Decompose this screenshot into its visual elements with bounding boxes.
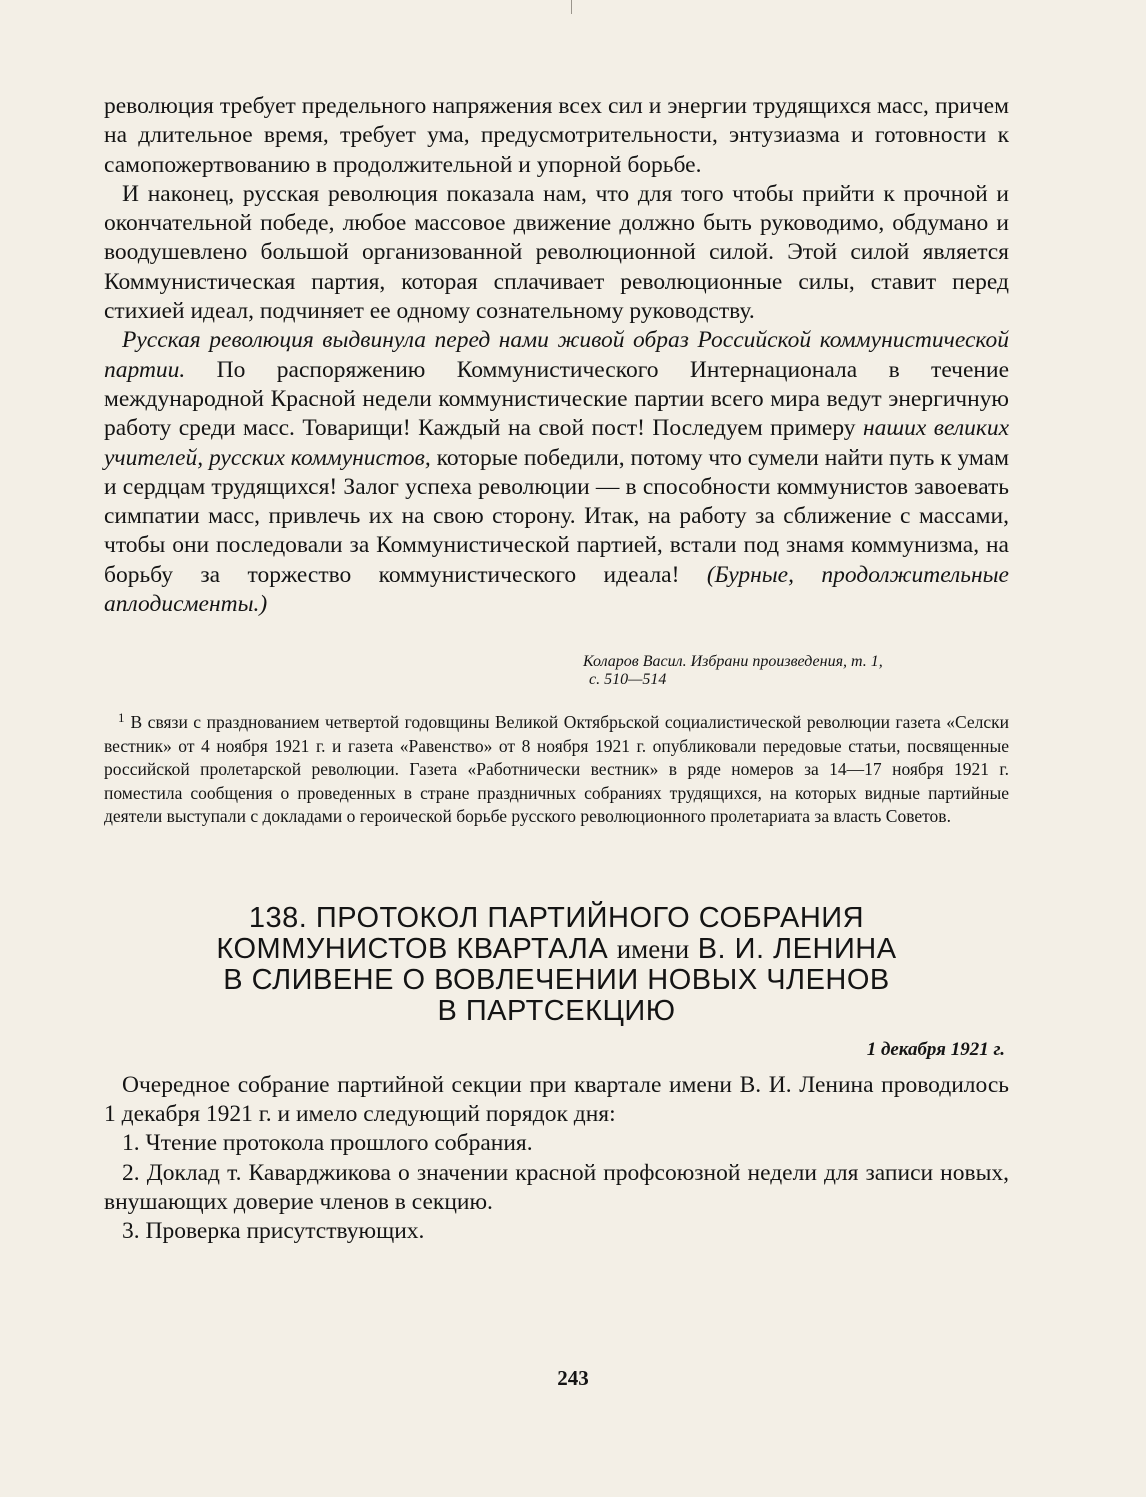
- heading-line-1: 138. ПРОТОКОЛ ПАРТИЙНОГО СОБРАНИЯ: [248, 901, 865, 934]
- heading-line-3: В СЛИВЕНЕ О ВОВЛЕЧЕНИИ НОВЫХ ЧЛЕНОВ: [223, 963, 890, 996]
- footnote-mark: 1: [118, 709, 125, 725]
- footnote: [104, 711, 1009, 829]
- agenda-item-3: 3. Проверка присутствующих.: [122, 1218, 425, 1245]
- heading-line-2c: В. И. ЛЕНИНА: [689, 932, 897, 965]
- citation-line-2: с. 510—514: [589, 671, 667, 689]
- document-heading: [104, 903, 1009, 1027]
- agenda-item-2: 2. Доклад т. Каварджикова о значении красной профсоюзной недели для записи новых, внушающих доверие членов в секцию.: [104, 1159, 1009, 1216]
- paragraph-2: И наконец, русская революция показала нам, что для того чтобы прийти к прочной и окончательной победе, любое массовое движение должно быть руководимо, обдумано и воодушевлено большой организованной революционной силой. Этой силой является Коммунистическая партия, которая сплачивает революционные силы, ставит перед стихией идеал, подчиняет ее одному сознательному руководству.: [104, 180, 1009, 325]
- paragraph-3-italic-1: Русская революция выдвинула перед нами живой образ Российской коммунистической партии.: [104, 327, 1009, 383]
- heading-line-4: В ПАРТСЕКЦИЮ: [437, 994, 676, 1027]
- footnote-text: В связи с празднованием четвертой годовщины Великой Октябрьской социалистической революции газета «Селски вестник» от 4 ноября 1921 г. и газета «Равенство» от 8 ноября 1921 г. опубликовали передовые статьи, посвященные российской пролетарской революции. Газета «Работнически вестник» в ряде номеров за 14—17 ноября 1921 г. поместила сообщения о проведенных в стране праздничных собраниях трудящихся, на которых видные партийные деятели выступали с докладами о героической борьбе русского революционного пролетариата за власть Советов.: [104, 712, 1009, 827]
- heading-line-2: [104, 934, 1009, 965]
- paragraph-3-italic-2: наших великих учителей, русских коммунистов,: [104, 415, 1010, 471]
- paragraph-3-text-2: которые победили, потому что сумели найти путь к умам и сердцам трудящихся! Залог успеха революции — в способности коммунистов завоевать симпатии масс, привлечь их на свою сторону. Итак, на работу за сближение с массами, чтобы они последовали за Коммунистической партией, встали под знамя коммунизма, на борьбу за торжество коммунистического идеала!: [104, 444, 1009, 588]
- citation-line-1: Коларов Васил. Избрани произведения, т. 1,: [583, 653, 883, 671]
- heading-line-2a: КОММУНИСТОВ КВАРТАЛА: [216, 932, 617, 965]
- protocol-intro: Очередное собрание партийной секции при квартале имени В. И. Ленина проводилось 1 декабря 1921 г. и имело следующий порядок дня:: [104, 1071, 1009, 1128]
- page-body: [104, 92, 1009, 1247]
- paragraph-3-italic-3: (Бурные, продолжительные аплодисменты.): [104, 561, 1009, 618]
- paragraph-1: революция требует предельного напряжения всех сил и энергии трудящихся масс, причем на длительное время, требует ума, предусмотрительности, энтузиазма и готовности к самопожертвованию в продолжительной и упорной борьбе.: [104, 93, 1009, 178]
- paragraph-3-text-1: По распоряжению Коммунистического Интернационала в течение международной Красной недели коммунистические партии всего мира ведут энергичную работу среди масс. Товарищи! Каждый на свой пост! Последуем примеру: [104, 356, 1009, 442]
- page-number: 243: [557, 1366, 589, 1390]
- source-citation: [583, 653, 1003, 689]
- heading-line-2b: имени: [616, 933, 690, 964]
- document-date: 1 декабря 1921 г.: [866, 1038, 1005, 1060]
- paragraph-3: [104, 326, 1009, 619]
- protocol-body: [104, 1071, 1009, 1247]
- agenda-item-1: 1. Чтение протокола прошлого собрания.: [122, 1130, 533, 1157]
- page-edge-mark: [571, 0, 572, 14]
